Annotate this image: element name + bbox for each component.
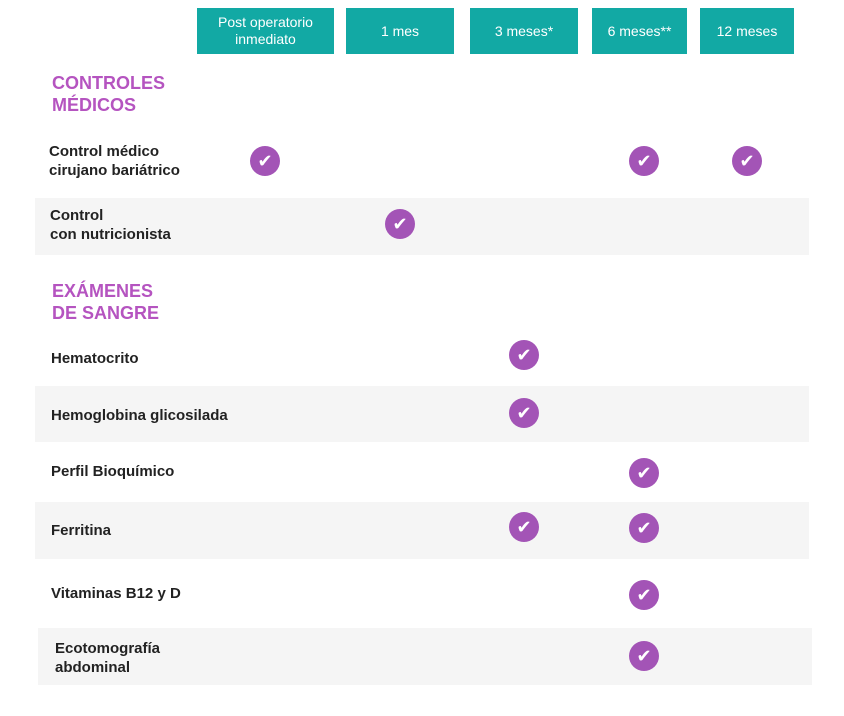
section-title-controles-medicos [52,72,165,116]
row-label-line: abdominal [55,659,131,676]
section-title-line: MÉDICOS [52,95,137,115]
table-row-hematocrito [35,330,809,385]
row-label: Vitaminas B12 y D [51,585,181,602]
column-header-12-meses: 12 meses [700,8,794,54]
check-circle-icon: ✔ [629,513,659,543]
check-circle-icon: ✔ [629,458,659,488]
check-circle-icon: ✔ [250,146,280,176]
row-label [49,142,180,180]
row-label: Hematocrito [51,350,139,367]
table-row-perfil-bioquimico [35,443,809,500]
column-header-1-mes: 1 mes [346,8,454,54]
check-circle-icon: ✔ [629,580,659,610]
table-row-hemoglobina [35,386,809,442]
column-header-6-meses: 6 meses** [592,8,687,54]
check-circle-icon: ✔ [509,398,539,428]
row-label-line: con nutricionista [50,226,171,243]
row-label: Ferritina [51,522,112,539]
check-circle-icon: ✔ [629,146,659,176]
table-row-control-nutricionista [35,198,809,255]
row-label-line: Ecotomografía [55,640,161,657]
column-header-post-operatorio: Post operatorio inmediato [197,8,334,54]
row-label [55,639,160,677]
check-circle-icon: ✔ [509,512,539,542]
section-title-examenes-de-sangre [52,280,159,324]
row-label-line: Control médico [49,143,160,160]
row-label-line: cirujano bariátrico [49,162,180,179]
table-row-ferritina [35,502,809,559]
section-title-line: CONTROLES [52,73,166,93]
section-title-line: EXÁMENES [52,281,154,301]
check-circle-icon: ✔ [385,209,415,239]
row-label: Perfil Bioquímico [51,463,175,480]
table-row-ecotomografia [38,628,812,685]
check-circle-icon: ✔ [629,641,659,671]
section-title-line: DE SANGRE [52,303,160,323]
check-circle-icon: ✔ [732,146,762,176]
table-row-vitaminas [35,563,809,623]
column-header-3-meses: 3 meses* [470,8,578,54]
table-row-control-medico [35,134,809,190]
row-label [50,206,171,244]
row-label-line: Control [50,207,104,224]
check-circle-icon: ✔ [509,340,539,370]
row-label: Hemoglobina glicosilada [51,407,228,424]
